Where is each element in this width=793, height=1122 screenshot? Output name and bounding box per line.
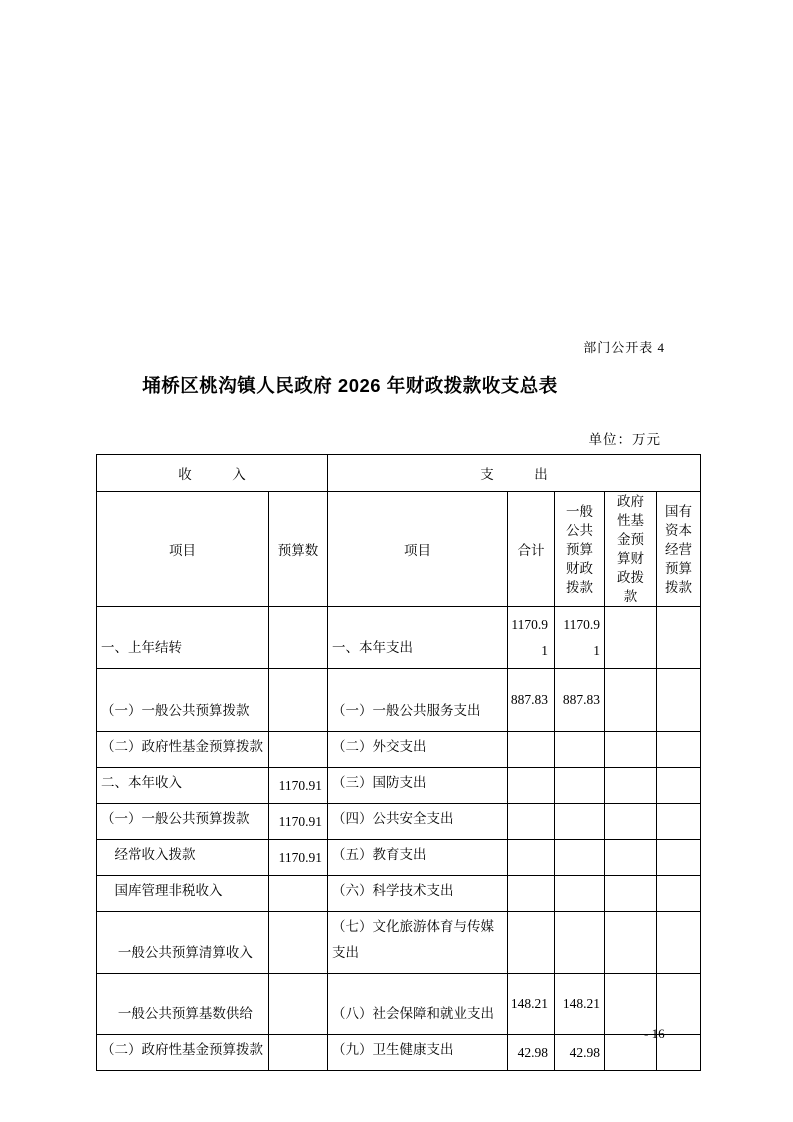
page-title: 埇桥区桃沟镇人民政府 2026 年财政拨款收支总表 <box>142 375 558 396</box>
expense-item-cell: （一）一般公共服务支出 <box>328 669 508 732</box>
income-budget-cell <box>269 1035 328 1071</box>
total-amount-cell <box>508 840 555 876</box>
table-row <box>97 1035 701 1071</box>
table-row <box>97 974 701 1035</box>
income-item-cell: （一）一般公共预算拨款 <box>97 804 269 840</box>
expense-item-cell: （八）社会保障和就业支出 <box>328 974 508 1035</box>
table-row <box>97 768 701 804</box>
income-budget-header: 预算数 <box>269 492 328 607</box>
gov-fund-amount-cell <box>605 669 657 732</box>
budget-table <box>96 454 701 1071</box>
total-amount-cell: 887.83 <box>508 669 555 732</box>
income-budget-cell <box>269 607 328 669</box>
table-row <box>97 876 701 912</box>
income-item-cell: （一）一般公共预算拨款 <box>97 669 269 732</box>
expense-item-cell: （五）教育支出 <box>328 840 508 876</box>
table-row <box>97 669 701 732</box>
expense-item-cell: （四）公共安全支出 <box>328 804 508 840</box>
total-amount-cell: 148.21 <box>508 974 555 1035</box>
total-header: 合计 <box>508 492 555 607</box>
income-budget-cell: 1170.91 <box>269 840 328 876</box>
total-amount-cell <box>508 876 555 912</box>
state-capital-amount-cell <box>657 669 701 732</box>
income-budget-cell <box>269 669 328 732</box>
income-item-cell: （二）政府性基金预算拨款 <box>97 1035 269 1071</box>
total-amount-cell <box>508 804 555 840</box>
table-row <box>97 804 701 840</box>
income-item-cell: 一般公共预算清算收入 <box>97 912 269 974</box>
total-amount-cell <box>508 732 555 768</box>
income-budget-cell: 1170.91 <box>269 804 328 840</box>
state-capital-amount-cell <box>657 804 701 840</box>
state-capital-amount-cell <box>657 607 701 669</box>
income-item-cell: 一、上年结转 <box>97 607 269 669</box>
gov-fund-amount-cell <box>605 768 657 804</box>
income-budget-cell: 1170.91 <box>269 768 328 804</box>
general-public-amount-cell: 42.98 <box>555 1035 605 1071</box>
income-item-cell: 国库管理非税收入 <box>97 876 269 912</box>
total-amount-cell <box>508 768 555 804</box>
income-budget-cell <box>269 732 328 768</box>
general-public-budget-header: 一般公共预算财政拨款 <box>555 492 605 607</box>
section-header-row <box>97 455 701 492</box>
table-row <box>97 912 701 974</box>
general-public-amount-cell <box>555 840 605 876</box>
expense-item-cell: （六）科学技术支出 <box>328 876 508 912</box>
expense-item-cell: 一、本年支出 <box>328 607 508 669</box>
table-row <box>97 607 701 669</box>
expense-item-cell: （二）外交支出 <box>328 732 508 768</box>
state-capital-amount-cell <box>657 912 701 974</box>
general-public-amount-cell <box>555 768 605 804</box>
state-capital-amount-cell <box>657 732 701 768</box>
expense-item-cell: （三）国防支出 <box>328 768 508 804</box>
general-public-amount-cell <box>555 876 605 912</box>
general-public-amount-cell: 887.83 <box>555 669 605 732</box>
gov-fund-amount-cell <box>605 876 657 912</box>
total-amount-cell: 42.98 <box>508 1035 555 1071</box>
state-capital-amount-cell <box>657 840 701 876</box>
general-public-amount-cell: 1170.91 <box>555 607 605 669</box>
income-item-cell: 二、本年收入 <box>97 768 269 804</box>
income-item-header: 项目 <box>97 492 269 607</box>
total-amount-cell <box>508 912 555 974</box>
expense-item-header: 项目 <box>328 492 508 607</box>
income-budget-cell <box>269 912 328 974</box>
income-section-header: 收 入 <box>97 455 328 492</box>
expense-item-cell: （九）卫生健康支出 <box>328 1035 508 1071</box>
income-budget-cell <box>269 974 328 1035</box>
income-item-cell: 经常收入拨款 <box>97 840 269 876</box>
table-row <box>97 732 701 768</box>
state-capital-amount-cell <box>657 876 701 912</box>
expense-item-cell: （七）文化旅游体育与传媒支出 <box>328 912 508 974</box>
general-public-amount-cell: 148.21 <box>555 974 605 1035</box>
gov-fund-amount-cell <box>605 804 657 840</box>
gov-fund-amount-cell <box>605 912 657 974</box>
gov-fund-amount-cell <box>605 607 657 669</box>
column-header-row <box>97 492 701 607</box>
page-number: - 16 <box>644 1026 665 1041</box>
gov-fund-amount-cell <box>605 840 657 876</box>
table-row <box>97 840 701 876</box>
general-public-amount-cell <box>555 732 605 768</box>
general-public-amount-cell <box>555 804 605 840</box>
expense-section-header: 支 出 <box>328 455 701 492</box>
income-budget-cell <box>269 876 328 912</box>
state-capital-amount-cell <box>657 768 701 804</box>
income-item-cell: （二）政府性基金预算拨款 <box>97 732 269 768</box>
general-public-amount-cell <box>555 912 605 974</box>
income-item-cell: 一般公共预算基数供给 <box>97 974 269 1035</box>
header-note: 部门公开表 4 <box>583 340 665 355</box>
gov-fund-amount-cell <box>605 732 657 768</box>
gov-fund-budget-header: 政府性基金预算财政拨款 <box>605 492 657 607</box>
state-capital-budget-header: 国有资本经营预算拨款 <box>657 492 701 607</box>
total-amount-cell: 1170.91 <box>508 607 555 669</box>
unit-note: 单位：万元 <box>588 432 661 447</box>
